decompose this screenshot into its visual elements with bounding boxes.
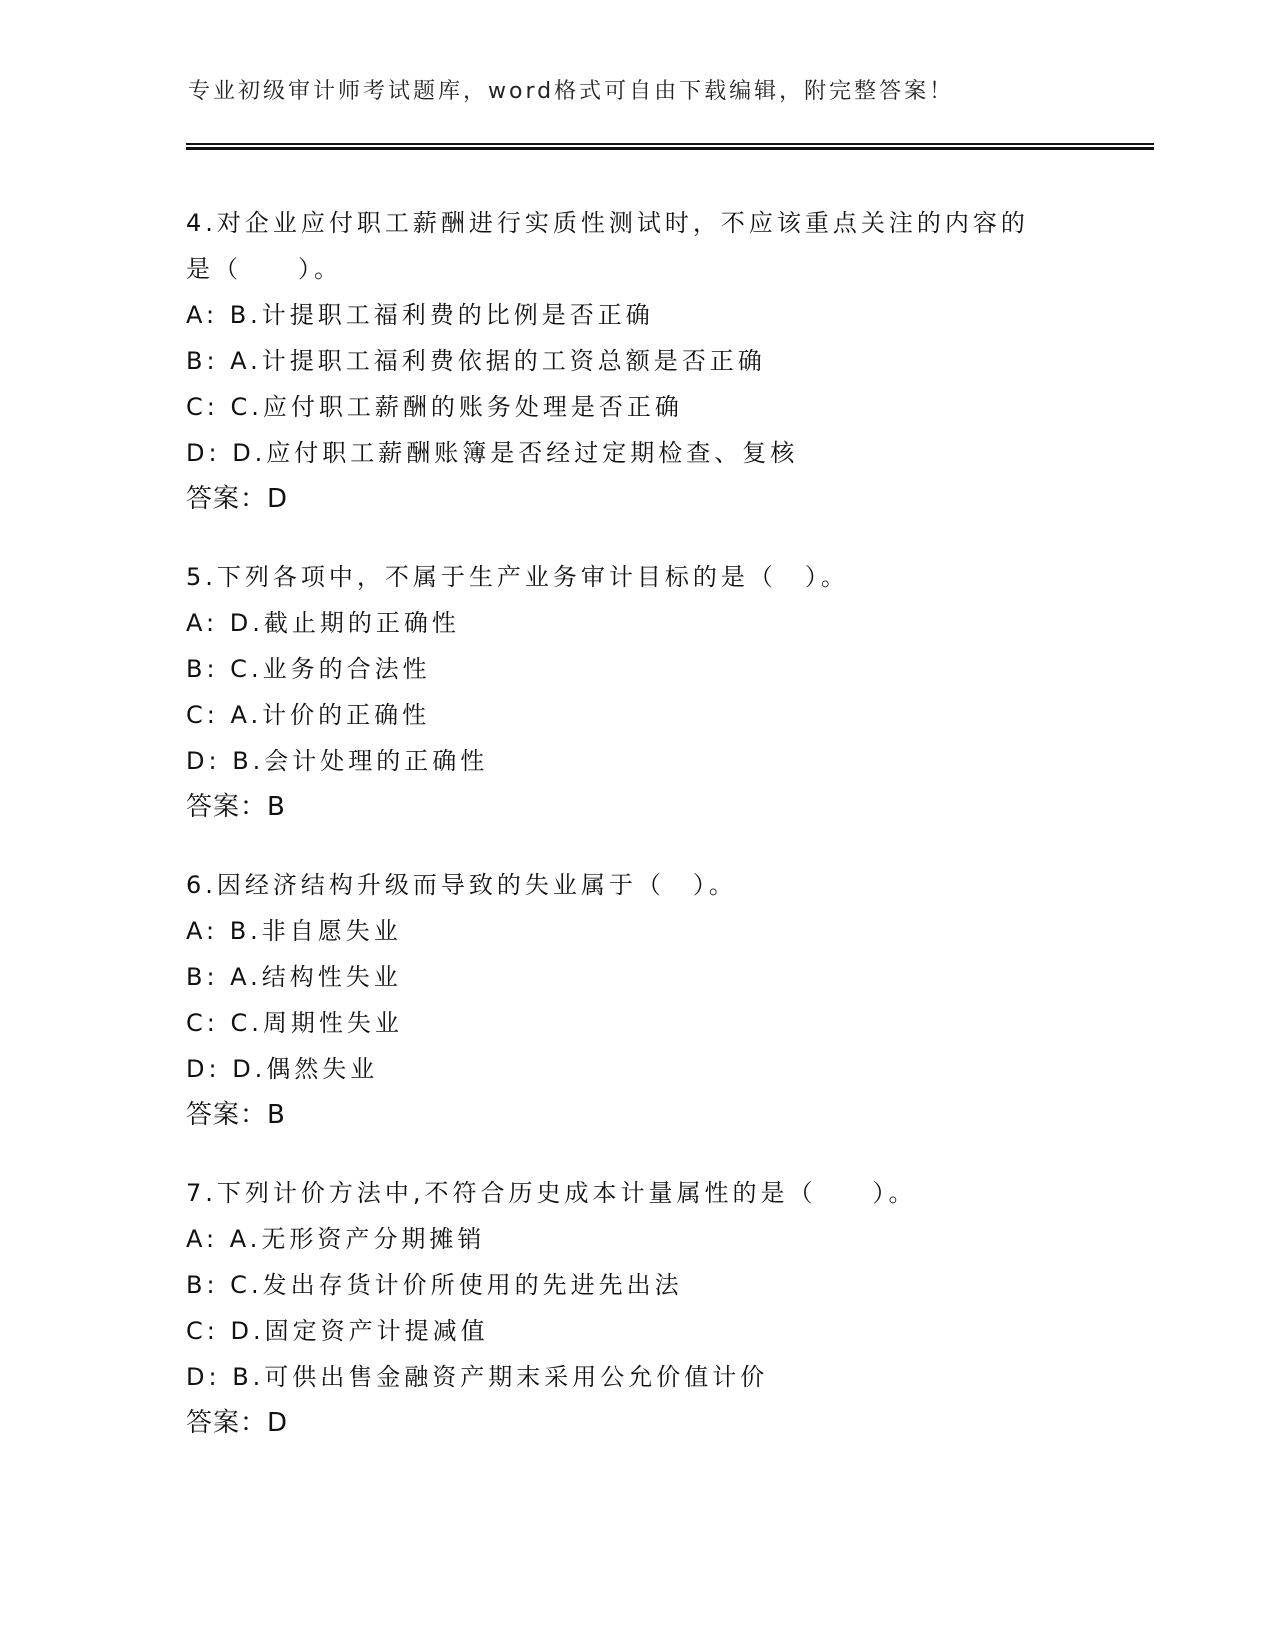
option-a: A: B.计提职工福利费的比例是否正确 [186,301,654,329]
answer-line: 答案：D [186,484,289,514]
question-stem: 4.对企业应付职工薪酬进行实质性测试时，不应该重点关注的内容的是（ ）。 [186,209,1029,283]
answer-line: 答案：D [186,1408,289,1438]
option-b: B: C.发出存货计价所使用的先进先出法 [186,1271,683,1299]
header-divider [186,143,1154,150]
question-item [186,1170,1146,1446]
option-c: C: D.固定资产计提减值 [186,1317,489,1345]
option-d: D: D.应付职工薪酬账簿是否经过定期检查、复核 [186,439,799,467]
option-d: D: B.会计处理的正确性 [186,747,489,775]
question-stem: 7.下列计价方法中,不符合历史成本计量属性的是（ ）。 [186,1179,917,1207]
option-a: A: D.截止期的正确性 [186,609,460,637]
question-item [186,200,1146,522]
answer-line: 答案：B [186,1100,286,1130]
option-c: C: C.应付职工薪酬的账务处理是否正确 [186,393,683,421]
option-a: A: B.非自愿失业 [186,917,402,945]
option-d: D: B.可供出售金融资产期末采用公允价值计价 [186,1363,769,1391]
question-stem: 5.下列各项中，不属于生产业务审计目标的是（ ）。 [186,563,849,591]
option-a: A: A.无形资产分期摊销 [186,1225,486,1253]
option-d: D: D.偶然失业 [186,1055,379,1083]
question-stem: 6.因经济结构升级而导致的失业属于（ ）。 [186,871,737,899]
option-b: B: A.结构性失业 [186,963,402,991]
question-item [186,862,1146,1138]
option-c: C: A.计价的正确性 [186,701,431,729]
answer-line: 答案：B [186,792,286,822]
option-b: B: A.计提职工福利费依据的工资总额是否正确 [186,347,766,375]
question-list [186,200,1146,1478]
question-item [186,554,1146,830]
option-b: B: C.业务的合法性 [186,655,431,683]
page-header: 专业初级审计师考试题库，word格式可自由下载编辑，附完整答案！ [188,79,955,104]
option-c: C: C.周期性失业 [186,1009,403,1037]
